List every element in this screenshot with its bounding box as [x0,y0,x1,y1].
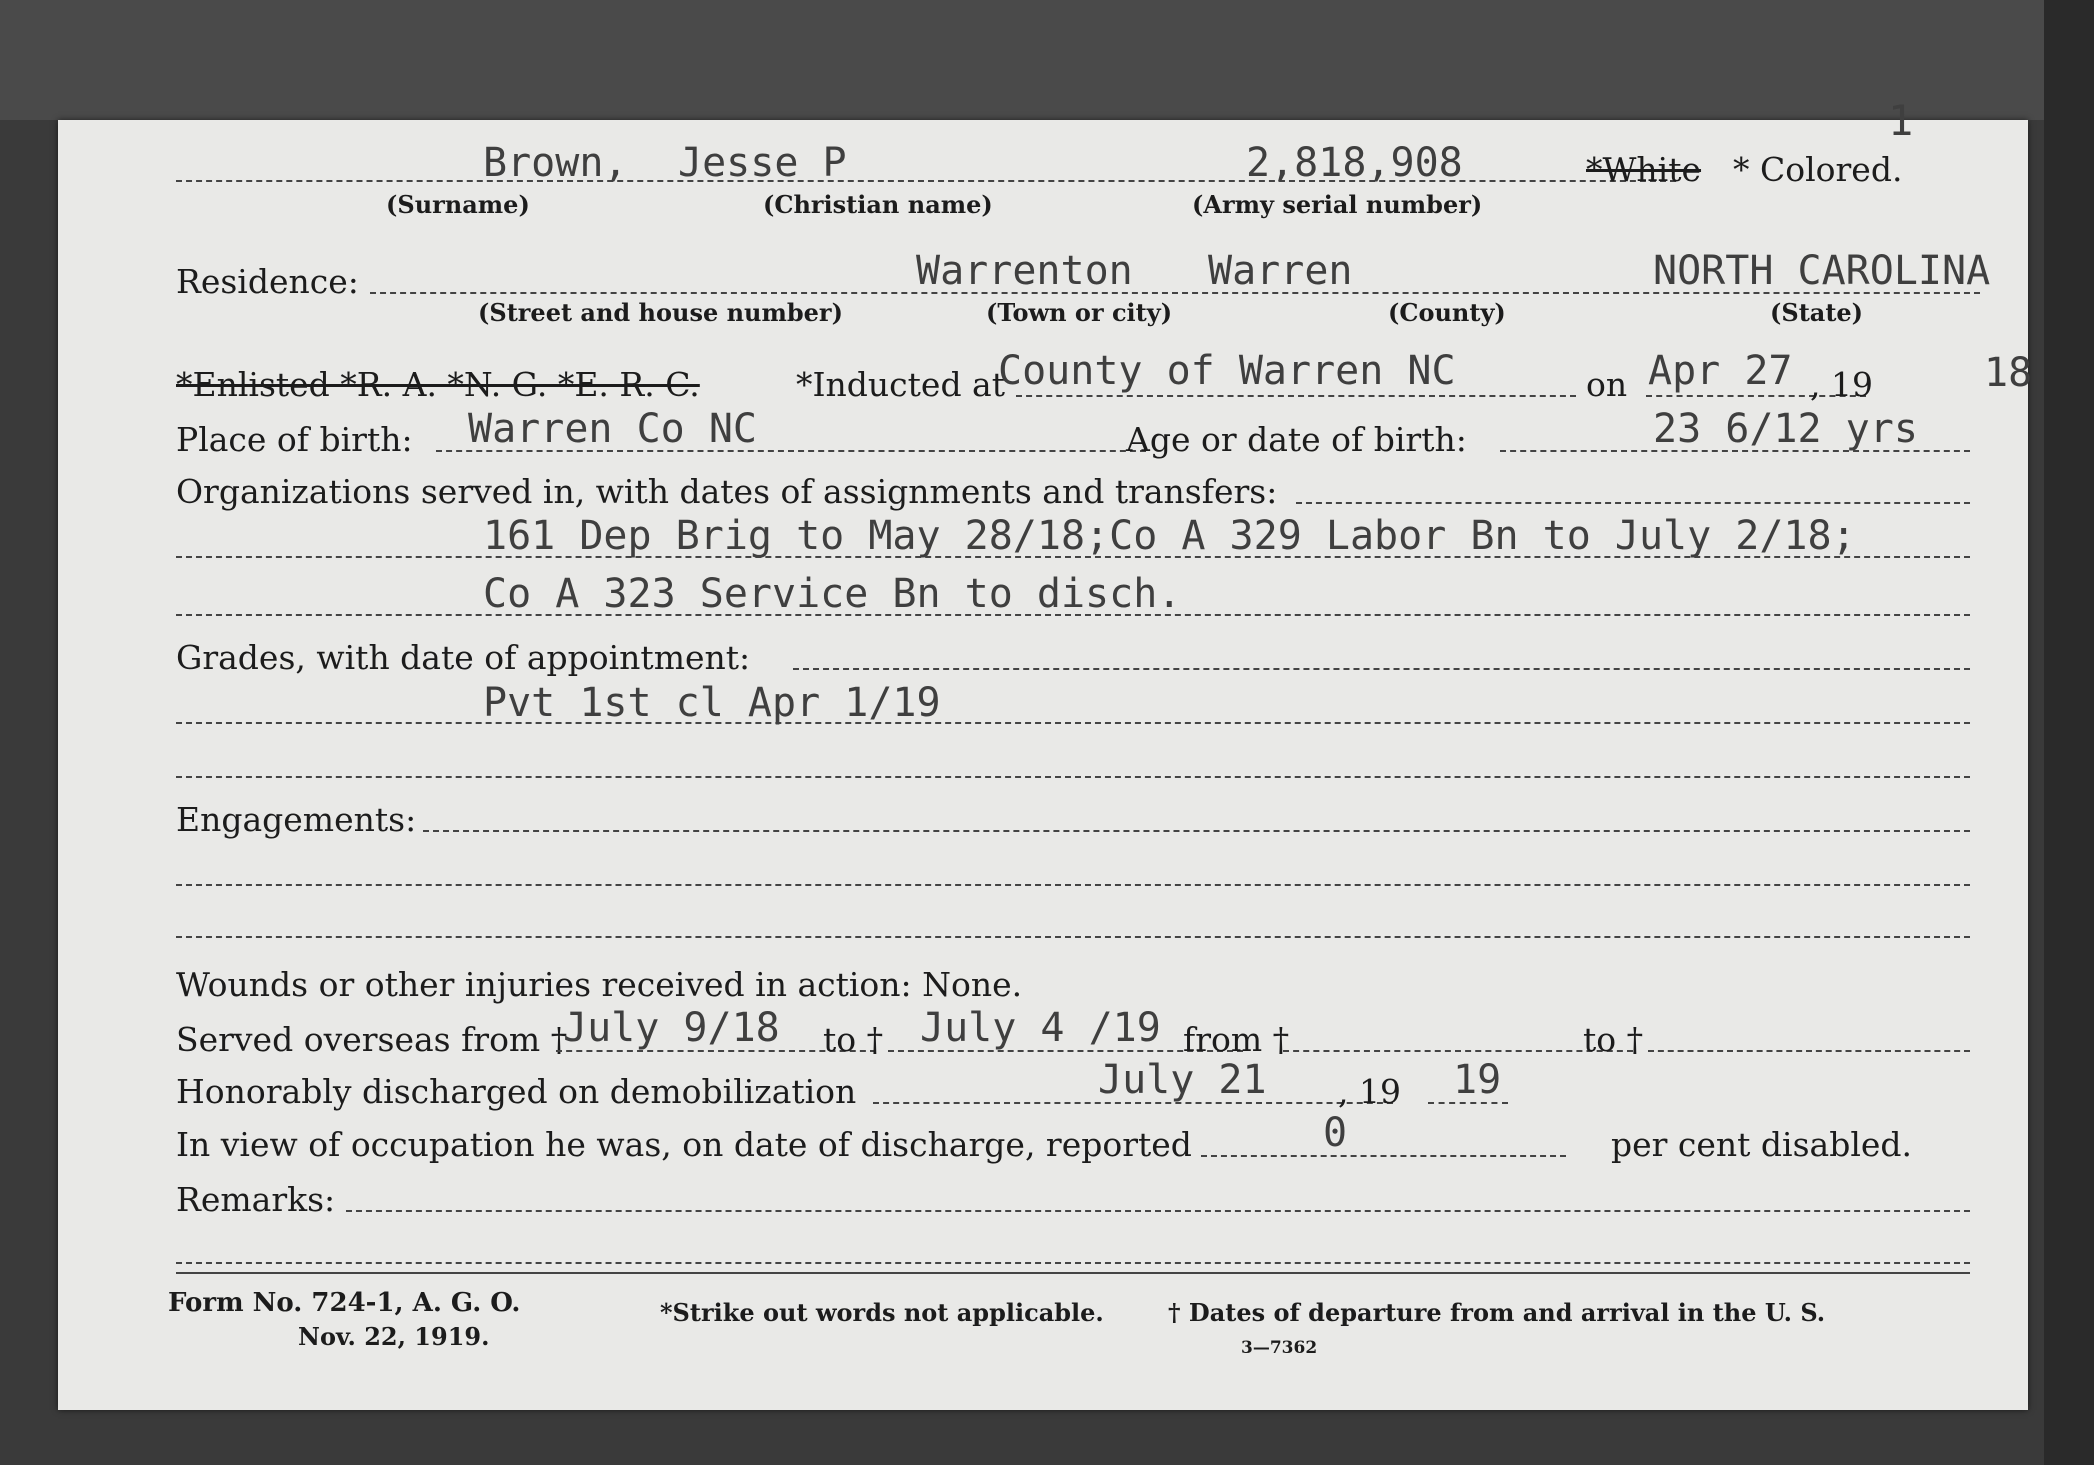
county-caption: (County) [1388,298,1506,327]
discharge-label: Honorably discharged on demobilization [176,1072,857,1111]
induction-date-value: Apr 27 [1648,348,1793,394]
organizations-label: Organizations served in, with dates of assignments and transfers: [176,472,1278,511]
age-value: 23 6/12 yrs [1653,406,1918,452]
grades-line-1 [176,722,1970,724]
scanner-background-right [2044,0,2094,1465]
grades-line-2 [176,776,1970,778]
form-date: Nov. 22, 1919. [298,1322,490,1351]
overseas-from-label: Served overseas from † [176,1020,568,1059]
race-option-white: *White [1586,150,1702,189]
induction-year-prefix: , 19 [1810,365,1873,404]
christian-name-value: Jesse P [678,140,847,186]
print-code: 3—7362 [1241,1338,1318,1358]
grades-line-0 [793,668,1970,670]
state-caption: (State) [1770,298,1864,327]
induction-year-value: 18 [1984,350,2033,396]
overseas-to2-label: to † [1583,1020,1644,1059]
engagements-line-1 [176,884,1970,886]
town-caption: (Town or city) [986,298,1173,327]
surname-value: Brown, [483,140,628,186]
organizations-entry-2: Co A 323 Service Bn to disch. [483,571,1182,617]
disability-label: In view of occupation he was, on date of discharge, reported [176,1125,1192,1164]
disability-suffix: per cent disabled. [1611,1125,1913,1164]
overseas-to-value: July 4 /19 [920,1005,1161,1051]
engagements-line-2 [176,936,1970,938]
street-caption: (Street and house number) [478,298,843,327]
discharge-year-prefix: , 19 [1338,1072,1401,1111]
service-record-card [58,96,2033,1410]
overseas-from-value: July 9/18 [563,1005,780,1051]
scanner-background-top [0,0,2094,120]
disability-line [1201,1155,1566,1157]
race-option-colored: * Colored. [1733,150,1903,189]
state-value: NORTH CAROLINA [1653,248,1991,294]
induction-on-label: on [1586,365,1628,404]
serial-number-value: 2,818,908 [1246,140,1463,186]
county-value: Warren [1208,248,1353,294]
organizations-line-0 [1296,502,1970,504]
remarks-line-0 [346,1210,1970,1212]
remarks-label: Remarks: [176,1180,336,1219]
town-value: Warrenton [916,248,1133,294]
serial-number-caption: (Army serial number) [1192,190,1483,219]
place-of-birth-value: Warren Co NC [468,406,757,452]
inducted-place-value: County of Warren NC [998,348,1456,394]
place-of-birth-label: Place of birth: [176,420,413,459]
overseas-to-label: to † [823,1020,884,1059]
corner-mark: 1 [1888,96,1914,145]
christian-name-caption: (Christian name) [763,190,993,219]
overseas-from2-line [1283,1050,1633,1052]
discharge-year-value: 19 [1453,1057,1502,1103]
engagements-line-0 [423,830,1970,832]
form-number: Form No. 724-1, A. G. O. [168,1288,521,1318]
disability-value: 0 [1323,1110,1348,1156]
residence-label: Residence: [176,262,359,301]
organizations-entry-1: 161 Dep Brig to May 28/18;Co A 329 Labor Bn to July 2/18; [483,513,1856,559]
inducted-place-line [1016,395,1576,397]
surname-caption: (Surname) [386,190,530,219]
discharge-date-value: July 21 [1098,1057,1267,1103]
remarks-line-1 [176,1262,1970,1264]
remarks-rule [176,1272,1970,1274]
engagements-label: Engagements: [176,800,417,839]
age-label: Age or date of birth: [1126,420,1467,459]
inducted-at-label: *Inducted at [796,365,1005,404]
dates-note: † Dates of departure from and arrival in the U. S. [1168,1298,1826,1327]
grades-entry-1: Pvt 1st cl Apr 1/19 [483,680,941,726]
wounds-label: Wounds or other injuries received in action: None. [176,965,1023,1004]
overseas-to2-line [1648,1050,1970,1052]
overseas-from2-label: from † [1183,1020,1290,1059]
strike-out-note: *Strike out words not applicable. [660,1298,1104,1327]
enlisted-options-struck: *Enlisted *R. A. *N. G. *E. R. C. [176,365,700,404]
grades-label: Grades, with date of appointment: [176,638,751,677]
